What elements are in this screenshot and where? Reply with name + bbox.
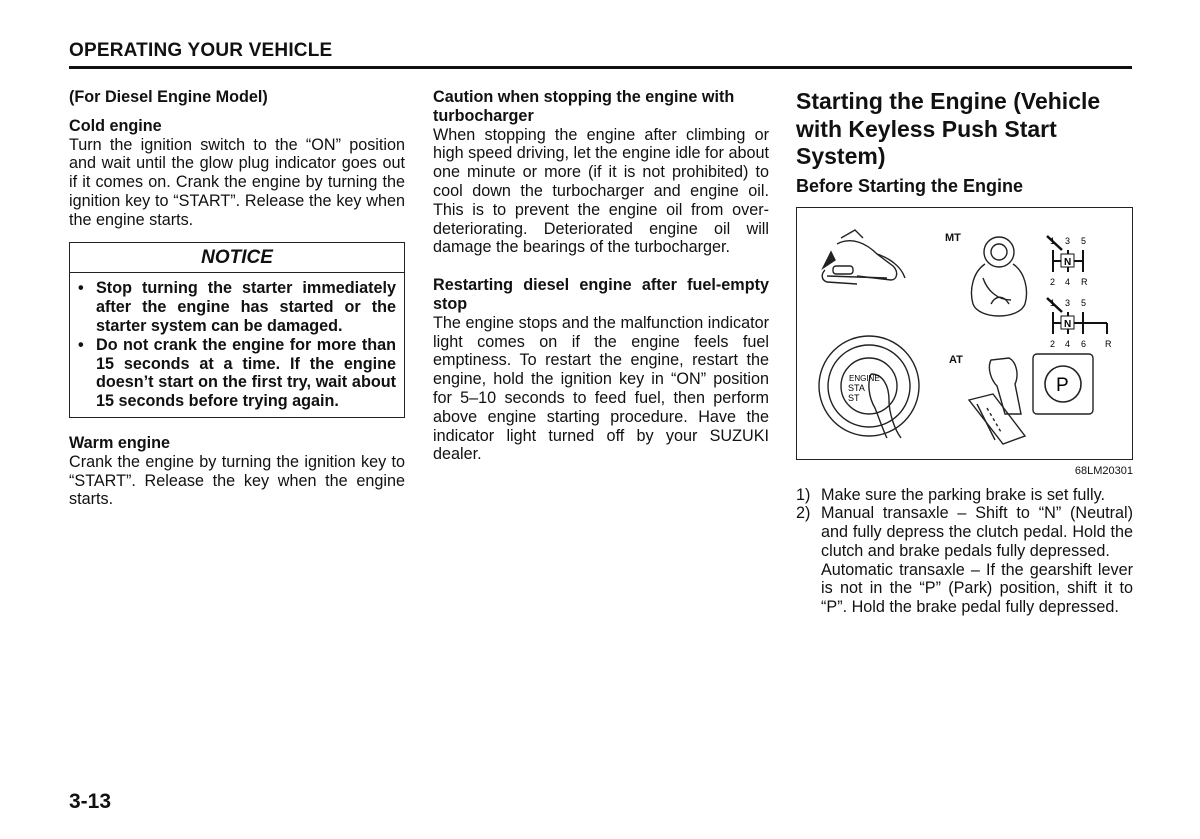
svg-text:R: R [1081, 276, 1088, 287]
figure-code: 68LM20301 [1074, 464, 1133, 477]
page-header: OPERATING YOUR VEHICLE [69, 40, 333, 61]
section-heading: Starting the Engine (Vehicle with Keyless Push Start System) [796, 88, 1101, 169]
svg-text:5: 5 [1081, 297, 1087, 308]
parking-brake-icon [822, 230, 905, 284]
list-item: 2) Manual transaxle – Shift to “N” (Neutral) and fully depress the clutch pedal. Hold the clutch and brake pedals fully depressed. Automatic transaxle – If the gearshift lever is not in the “P” (Park) position, shift it to “P”. Hold the brake pedal fully depressed. [796, 504, 1133, 617]
svg-text:6: 6 [1081, 338, 1087, 349]
caution-heading: Caution when stopping the engine with turbocharger [433, 88, 735, 125]
svg-text:N: N [1064, 318, 1072, 330]
cold-engine-text: Turn the ignition switch to the “ON” position and wait until the glow plug indicator goes out if it comes on. Crank the engine by turning the ignition key to “START”. Release the key when the engine starts. [69, 135, 405, 229]
svg-text:2: 2 [1050, 338, 1056, 349]
cold-engine-heading: Cold engine [69, 116, 162, 135]
svg-text:4: 4 [1065, 338, 1071, 349]
svg-text:4: 4 [1065, 276, 1071, 287]
illustration-svg [797, 208, 1132, 459]
shift-pattern-6speed [1047, 298, 1107, 334]
warm-engine-heading: Warm engine [69, 433, 171, 452]
svg-text:R: R [1105, 338, 1112, 349]
notice-box [69, 242, 405, 418]
section-title: (For Diesel Engine Model) [69, 88, 268, 106]
header-rule [69, 66, 1132, 69]
right-column [796, 88, 1133, 617]
svg-text:3: 3 [1065, 235, 1071, 246]
warm-engine-text: Crank the engine by turning the ignition key to “START”. Release the key when the engine starts. [69, 452, 405, 509]
engine-label: ENGINE [849, 373, 880, 383]
at-label: AT [949, 353, 963, 366]
middle-column [433, 88, 769, 464]
notice-item: • Stop turning the starter immediately after the engine has started or the starter system can be damaged. [78, 279, 396, 335]
start-label: STA [848, 382, 865, 393]
page-number: 3-13 [69, 790, 112, 813]
svg-text:P: P [1056, 374, 1069, 396]
svg-text:ST: ST [848, 392, 860, 403]
caution-text: When stopping the engine after climbing or high speed driving, let the engine idle for about one minute or more (if it is not prohibited) to cool down the turbocharger and engine oil. This is to prevent the engine oil from over-deteriorating. Deteriorated engine oil will damage the bearings of the turbocharger. [433, 125, 769, 257]
restart-text: The engine stops and the malfunction indicator light comes on if the engine feels fuel emptiness. To restart the engine, restart the engine, hold the ignition key in “ON” position for 5–10 seconds to feed fuel, then perform above engine starting procedure. Have the indicator light turned off by your SUZUKI dealer. [433, 313, 769, 464]
notice-list [70, 273, 404, 417]
section-subheading: Before Starting the Engine [796, 175, 1024, 196]
automatic-selector-lever-icon [969, 354, 1093, 444]
svg-text:1: 1 [1050, 235, 1056, 246]
svg-text:1: 1 [1050, 297, 1056, 308]
mt-label: MT [945, 231, 961, 244]
neutral-label: N [1064, 256, 1072, 268]
engine-start-button-icon [819, 336, 919, 438]
start-procedure-illustration [796, 207, 1133, 460]
svg-text:3: 3 [1065, 297, 1071, 308]
restart-heading: Restarting diesel engine after fuel-empty stop [433, 276, 769, 313]
notice-title: NOTICE [70, 243, 404, 274]
notice-item: • Do not crank the engine for more than 15 seconds at a time. If the engine doesn’t start on the first try, wait about 15 seconds before trying again. [78, 335, 396, 411]
svg-text:2: 2 [1050, 276, 1056, 287]
svg-text:5: 5 [1081, 235, 1087, 246]
left-column [69, 88, 405, 509]
list-item: 1) Make sure the parking brake is set fully. [796, 485, 1106, 504]
manual-shift-knob-icon [972, 237, 1027, 316]
steps-list [796, 486, 1133, 618]
